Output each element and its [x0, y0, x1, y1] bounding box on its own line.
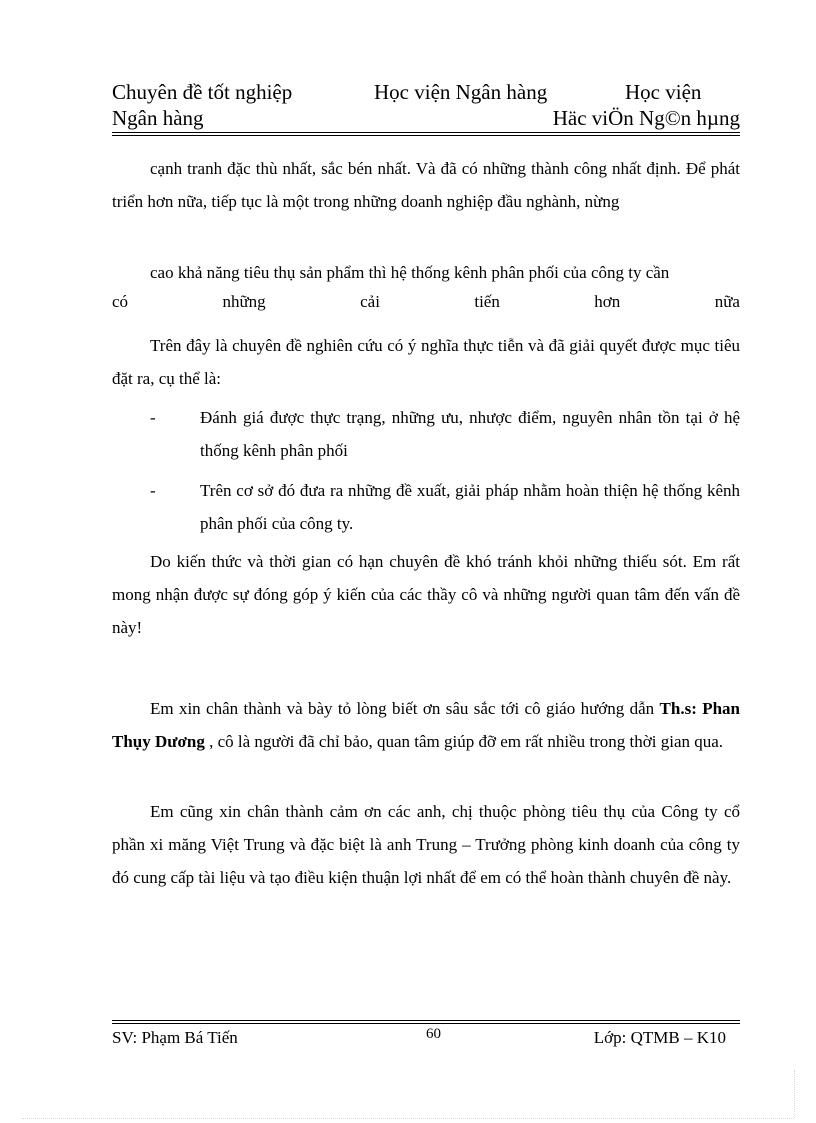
footer-rule-top [112, 1020, 740, 1021]
word: tiến [474, 292, 500, 311]
paragraph-5-text-cont: , cô là người đã chỉ bảo, quan tâm giúp đỡ em rất nhiều trong thời gian qua. [204, 732, 724, 751]
header-rule-bottom [112, 135, 740, 136]
header-institution-cont: Ngân hàng [112, 106, 204, 130]
paragraph-5-text: Em xin chân thành và bày tỏ lòng biết ơn sâu sắc tới cô giáo hướng dẫn [150, 699, 655, 718]
header-rule-top [112, 132, 740, 133]
footer-rule-bottom [112, 1023, 740, 1024]
word: nữa [714, 292, 740, 311]
bullet-text: Đánh giá được thực trạng, những ưu, nhược điểm, nguyên nhân tồn tại ở hệ thống kênh phân phối [200, 408, 740, 460]
page-border-bottom [22, 1118, 794, 1119]
paragraph-2-line1: cao khả năng tiêu thụ sản phẩm thì hệ thống kênh phân phối của công ty cần [150, 263, 670, 282]
bullet-text: Trên cơ sở đó đưa ra những đề xuất, giải pháp nhằm hoàn thiện hệ thống kênh phân phối của công ty. [200, 481, 740, 533]
advisor-name: Th.s: Phan Thụy Dương [112, 699, 741, 751]
paragraph-2-line2 [112, 292, 740, 312]
word: có [112, 292, 129, 311]
paragraph-6: Em cũng xin chân thành cảm ơn các anh, chị thuộc phòng tiêu thụ của Công ty cổ phần xi măng Việt Trung và đặc biệt là anh Trung – Trưởng phòng kinh doanh của công ty đó cung cấp tài liệu và tạo điều kiện thuận lợi nhất để em có thể hoàn thành chuyên đề này. [112, 802, 740, 887]
footer-student: SV: Phạm Bá Tiến [112, 1028, 238, 1047]
page-border-right [794, 1070, 795, 1118]
header-institution-encoded: Häc viÖn Ng©n hµng [552, 106, 740, 130]
bullet-dash: - [150, 408, 156, 427]
paragraph-3: Trên đây là chuyên đề nghiên cứu có ý nghĩa thực tiễn và đã giải quyết được mục tiêu đặt ra, cụ thể là: [112, 336, 740, 388]
paragraph-5 [112, 692, 740, 758]
paragraph-4: Do kiến thức và thời gian có hạn chuyên đề khó tránh khỏi những thiếu sót. Em rất mong nhận được sự đóng góp ý kiến của các thầy cô và những người quan tâm đến vấn đề này! [112, 552, 740, 637]
bullet-dash: - [150, 481, 156, 500]
word: những [222, 292, 266, 311]
word: cải [360, 292, 380, 311]
header-institution-right: Học viện [625, 80, 702, 104]
paragraph-1: cạnh tranh đặc thù nhất, sắc bén nhất. Và đã có những thành công nhất định. Để phát triển hơn nữa, tiếp tục là một trong những doanh nghiệp đầu nghành, nừng [112, 159, 740, 211]
header-title: Chuyên đề tốt nghiệp [112, 80, 293, 104]
word: hơn [594, 292, 621, 311]
header-institution: Học viện Ngân hàng [374, 80, 548, 104]
footer-class: Lớp: QTMB – K10 [593, 1028, 726, 1047]
page-number: 60 [426, 1026, 441, 1042]
